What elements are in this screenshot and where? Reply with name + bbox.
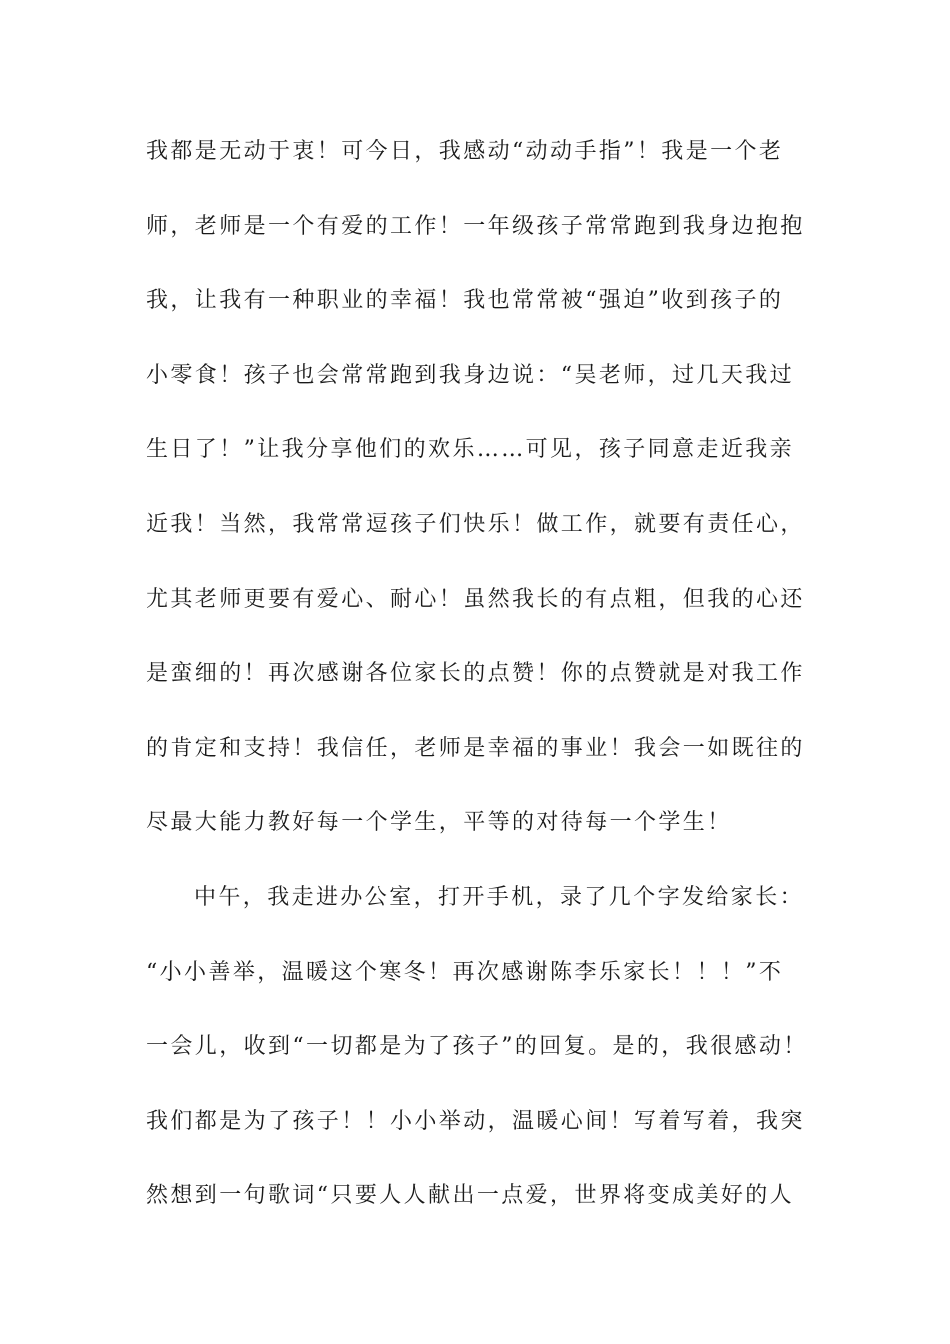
text-line-5: 生日了！”让我分享他们的欢乐……可见，孩子同意走近我亲 <box>146 437 795 463</box>
text-line-14: 我们都是为了孩子！！小小举动，温暖心间！写着写着，我突 <box>146 1108 805 1134</box>
text-line-4: 小零食！孩子也会常常跑到我身边说：“吴老师，过几天我过 <box>146 362 795 388</box>
text-line-1: 我都是无动于衷！可今日，我感动“动动手指”！我是一个老 <box>146 139 784 164</box>
text-line-10: 尽最大能力教好每一个学生，平等的对待每一个学生！ <box>146 810 732 836</box>
text-line-15: 然想到一句歌词“只要人人献出一点爱，世界将变成美好的人 <box>146 1183 795 1209</box>
text-line-8: 是蛮细的！再次感谢各位家长的点赞！你的点赞就是对我工作 <box>146 661 805 687</box>
text-line-9: 的肯定和支持！我信任，老师是幸福的事业！我会一如既往的 <box>146 735 805 761</box>
text-line-12: “小小善举，温暖这个寒冬！再次感谢陈李乐家长！！！”不 <box>146 959 784 985</box>
text-line-7: 尤其老师更要有爱心、耐心！虽然我长的有点粗，但我的心还 <box>146 586 805 612</box>
text-line-2: 师，老师是一个有爱的工作！一年级孩子常常跑到我身边抱抱 <box>146 213 805 239</box>
text-line-3: 我，让我有一种职业的幸福！我也常常被“强迫”收到孩子的 <box>146 288 784 314</box>
text-line-13: 一会儿，收到“一切都是为了孩子”的回复。是的，我很感动！ <box>146 1034 808 1060</box>
text-line-6: 近我！当然，我常常逗孩子们快乐！做工作，就要有责任心， <box>146 511 805 537</box>
body-text <box>146 126 806 1245</box>
paragraph-2-line-1: 中午，我走进办公室，打开手机，录了几个字发给家长： <box>194 884 805 910</box>
